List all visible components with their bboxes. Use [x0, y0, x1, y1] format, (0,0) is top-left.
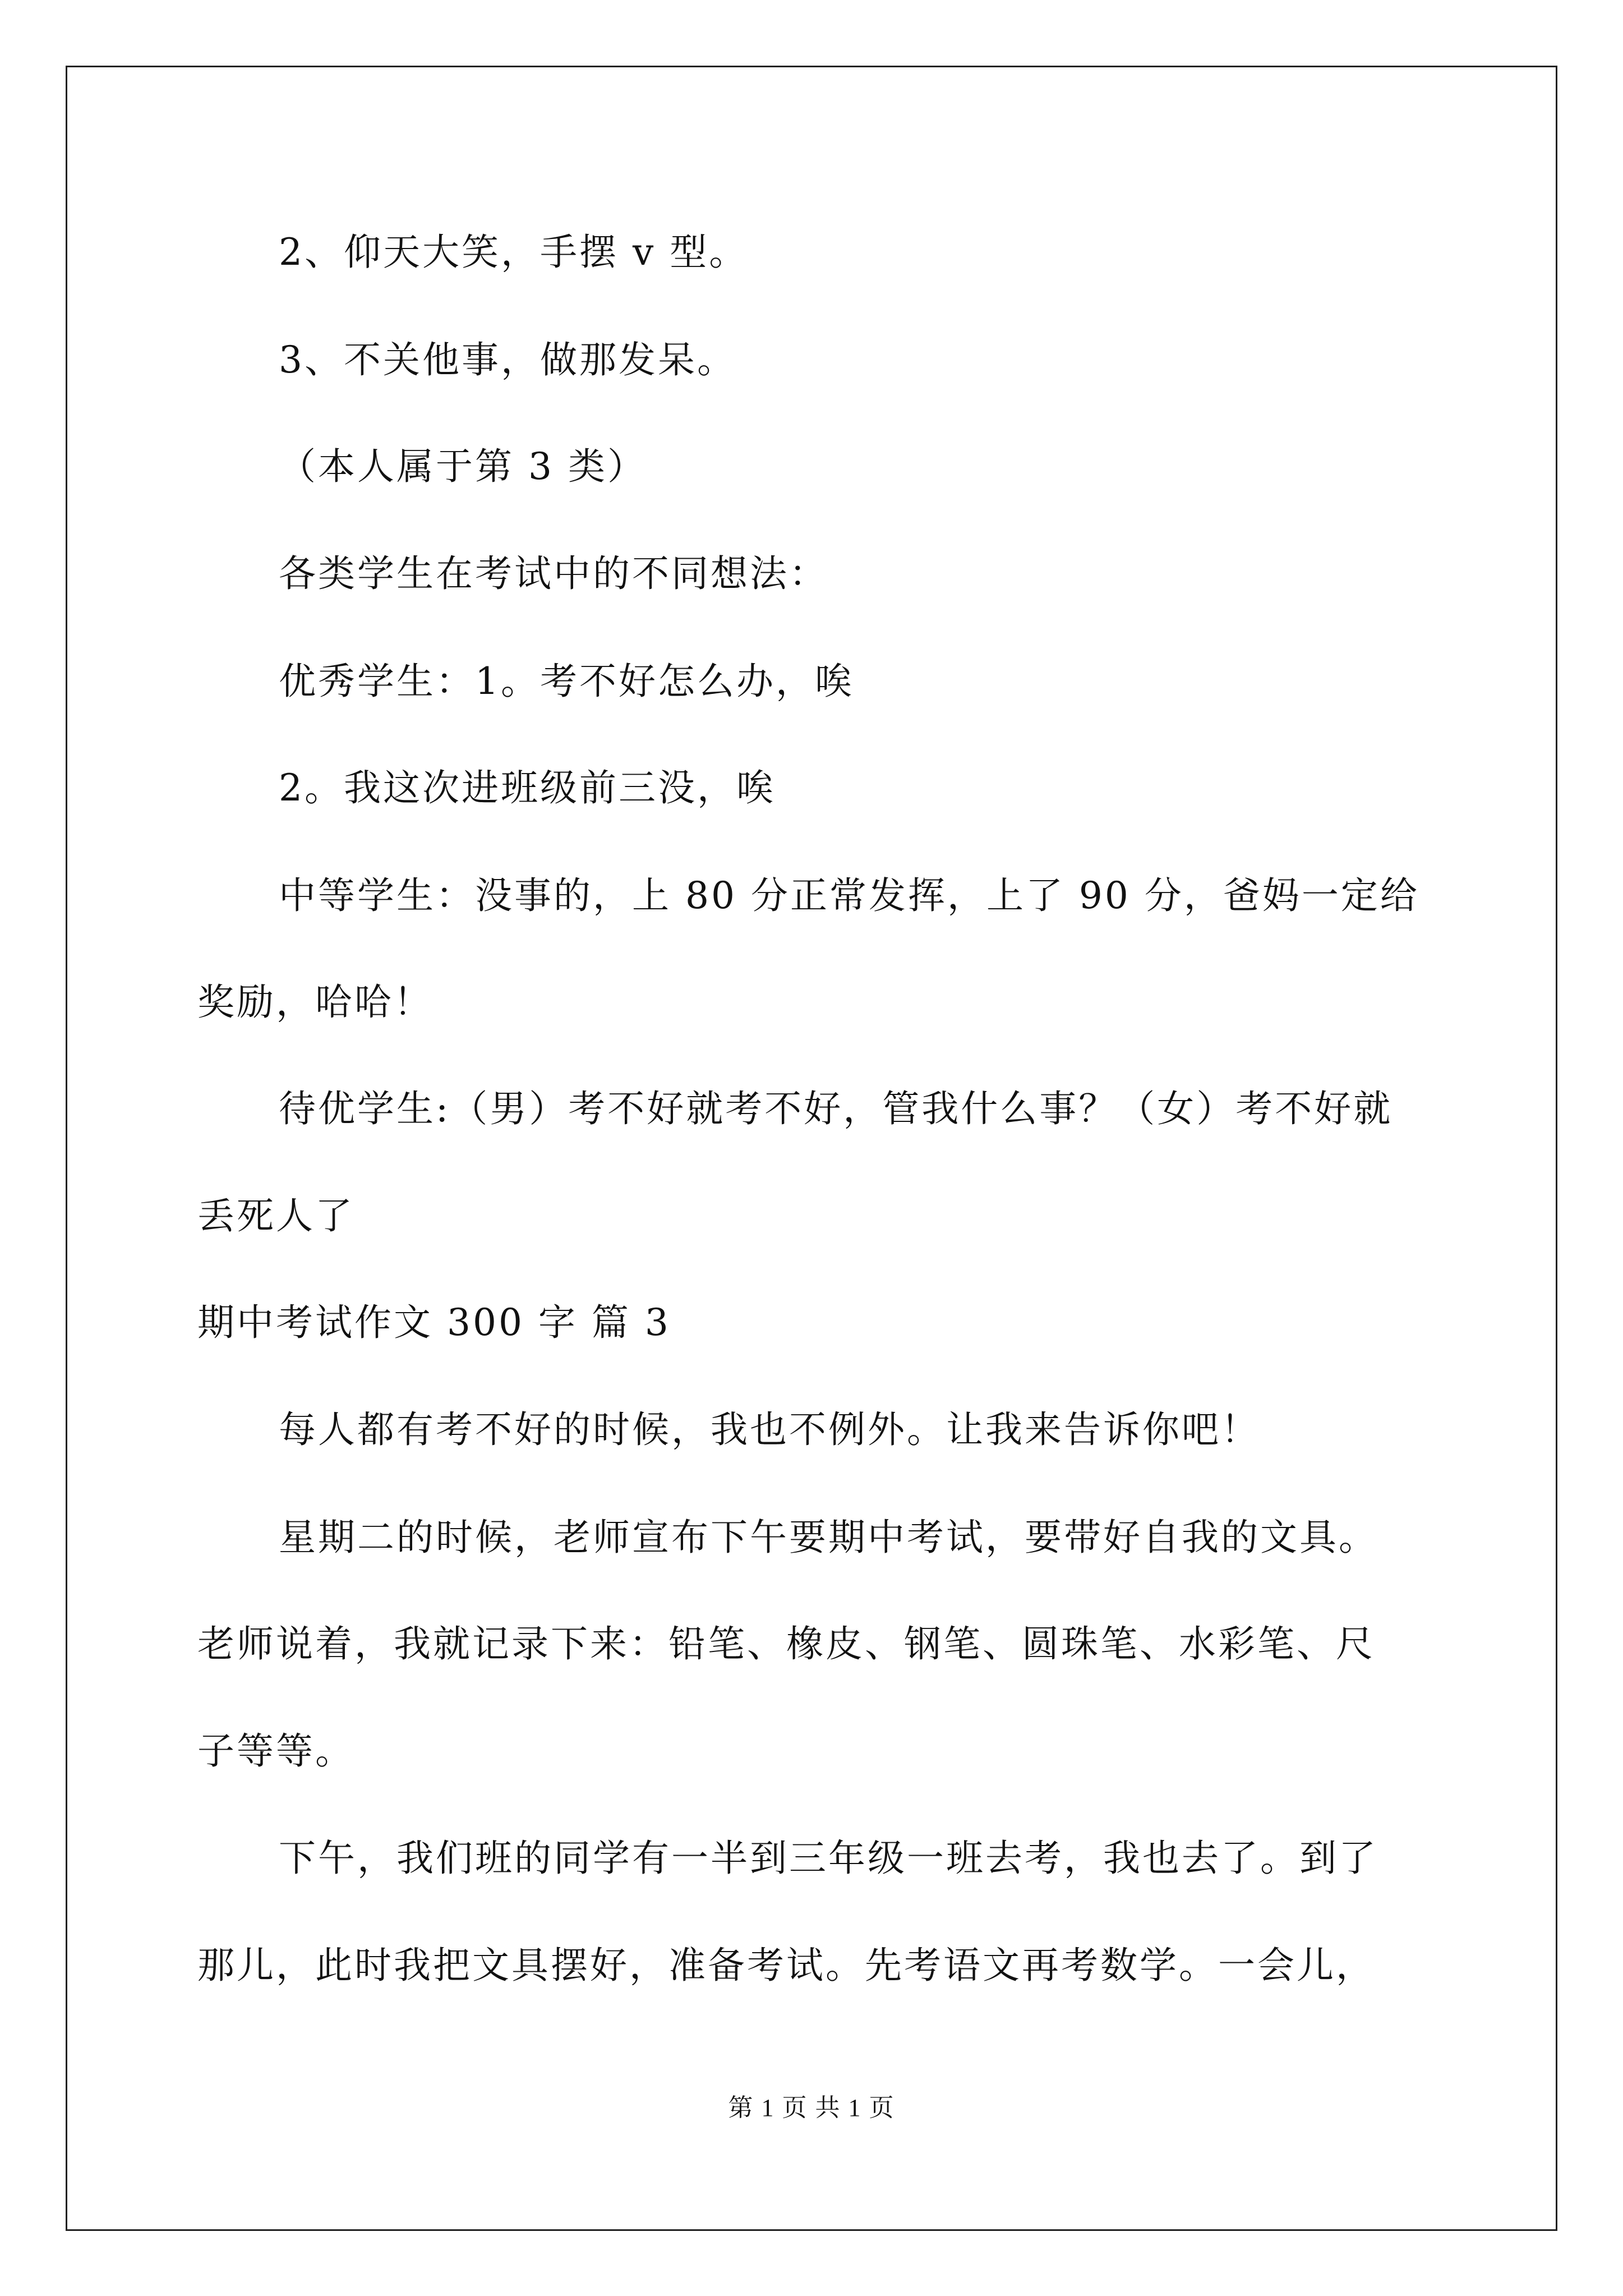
text-line: 奖励，哈哈！	[197, 981, 433, 1024]
text-line: 那儿，此时我把文具摆好，准备考试。先考语文再考数学。一会儿，	[197, 1944, 1375, 1987]
text-line: 每人都有考不好的时候，我也不例外。让我来告诉你吧！	[279, 1408, 1260, 1451]
text-line: 子等等。	[197, 1729, 354, 1773]
text-line: 待优学生:（男）考不好就考不好，管我什么事？（女）考不好就	[279, 1087, 1393, 1130]
section-heading: 期中考试作文 300 字 篇 3	[197, 1301, 671, 1344]
text-line: 下午，我们班的同学有一半到三年级一班去考，我也去了。到了	[279, 1837, 1378, 1880]
text-line: （本人属于第 3 类）	[279, 445, 647, 488]
page-footer: 第 1 页 共 1 页	[728, 2094, 895, 2122]
text-line: 2、仰天大笑，手摆 v 型。	[279, 231, 749, 274]
page-frame	[66, 66, 1557, 2231]
text-line: 优秀学生：1。考不好怎么办，唉	[279, 660, 854, 703]
text-line: 丢死人了	[197, 1194, 354, 1237]
text-line: 老师说着，我就记录下来：铅笔、橡皮、钢笔、圆珠笔、水彩笔、尺	[197, 1622, 1375, 1665]
text-line: 中等学生：没事的，上 80 分正常发挥，上了 90 分，爸妈一定给	[279, 874, 1419, 917]
text-line: 星期二的时候，老师宣布下午要期中考试，要带好自我的文具。	[279, 1516, 1378, 1559]
text-line: 2。我这次进班级前三没，唉	[279, 766, 776, 809]
text-line: 3、不关他事，做那发呆。	[279, 338, 736, 381]
text-line: 各类学生在考试中的不同想法：	[279, 552, 828, 595]
